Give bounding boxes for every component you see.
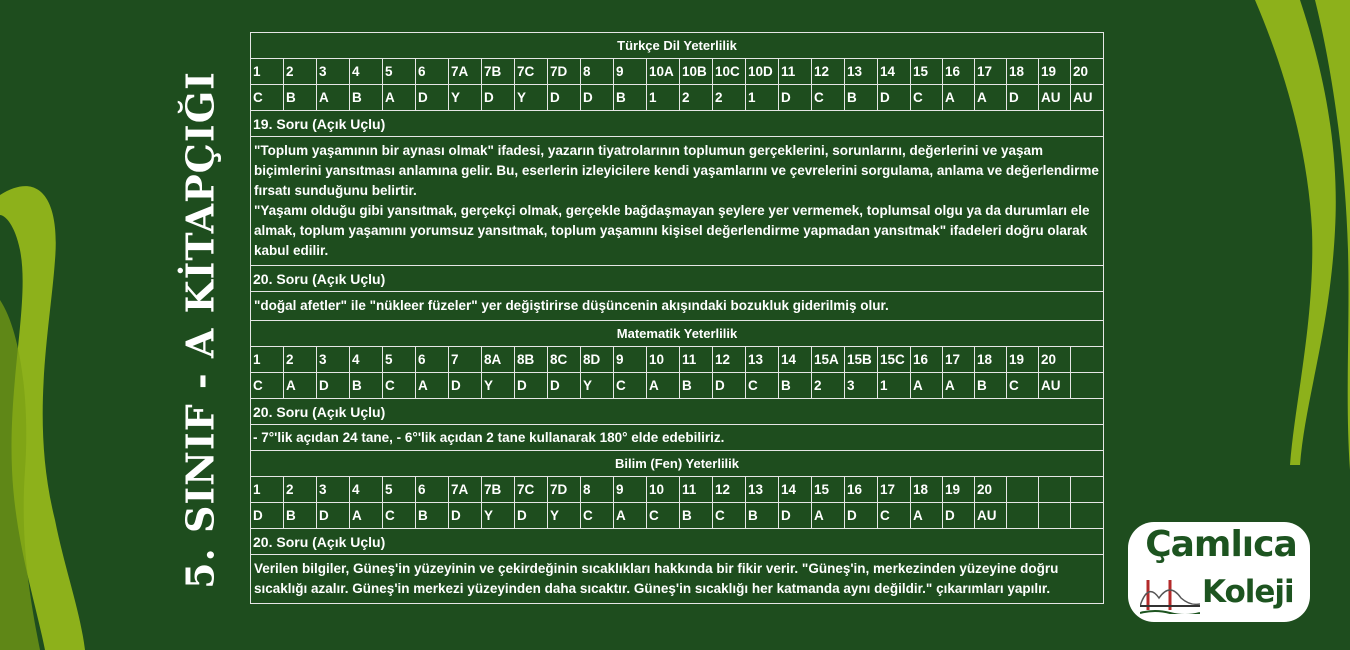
question-cell: 16 — [943, 59, 975, 85]
question-cell: 2 — [284, 477, 317, 503]
question-cell: 7B — [482, 59, 515, 85]
question-cell: 8 — [581, 477, 614, 503]
answer-cell: C — [251, 85, 284, 111]
answer-cell: A — [911, 503, 943, 529]
question-cell: 1 — [251, 347, 284, 373]
answer-cell: Y — [482, 373, 515, 399]
question-cell: 14 — [878, 59, 911, 85]
answer-cell: B — [779, 373, 812, 399]
fen-q20-title: 20. Soru (Açık Uçlu) — [251, 529, 1104, 555]
booklet-title: 5. SINIF - A KİTAPÇIĞI — [177, 71, 223, 589]
answer-cell: A — [647, 373, 680, 399]
answer-cell: D — [449, 503, 482, 529]
answer-cell: D — [548, 373, 581, 399]
question-cell: 15 — [911, 59, 943, 85]
logo-text-line1: Çamlıca — [1145, 524, 1297, 565]
turkce-q19-paragraph-1: "Toplum yaşamının bir aynası olmak" ifadesi, yazarın tiyatrolarının toplumun gerçeklerini, sorunlarını, değerlerini ve yaşam biçimlerini yansıtması anlamına gelir. Bu, eserlerin izleyicilere kendi yaşamlarını ve çevrelerini sorgulama, anlama ve değerlendirme fırsatı sunduğunu belirtir. — [254, 143, 1099, 198]
answer-cell — [1039, 503, 1071, 529]
answer-cell: A — [943, 373, 975, 399]
answer-cell: D — [878, 85, 911, 111]
question-cell: 12 — [713, 347, 746, 373]
question-cell: 20 — [1071, 59, 1104, 85]
answer-cell: C — [614, 373, 647, 399]
answer-cell: A — [350, 503, 383, 529]
question-cell: 10 — [647, 477, 680, 503]
answer-cell: D — [449, 373, 482, 399]
fen-answer-row — [251, 503, 1104, 529]
turkce-q20-answer: "doğal afetler" ile "nükleer füzeler" yer değiştirirse düşüncenin akışındaki bozukluk giderilmiş olur. — [251, 292, 1104, 321]
question-cell: 16 — [911, 347, 943, 373]
question-cell: 7C — [515, 59, 548, 85]
answer-cell: 3 — [845, 373, 878, 399]
question-cell: 2 — [284, 347, 317, 373]
fen-section-header: Bilim (Fen) Yeterlilik — [251, 451, 1104, 477]
answer-key-table — [250, 32, 1104, 604]
answer-cell: Y — [482, 503, 515, 529]
question-cell: 15B — [845, 347, 878, 373]
answer-cell: 2 — [812, 373, 845, 399]
answer-cell: C — [1007, 373, 1039, 399]
turkce-q19-answer — [251, 137, 1104, 266]
answer-cell: 1 — [746, 85, 779, 111]
question-cell: 4 — [350, 477, 383, 503]
question-cell: 8A — [482, 347, 515, 373]
question-cell: 11 — [779, 59, 812, 85]
answer-cell: D — [581, 85, 614, 111]
answer-cell: C — [746, 373, 779, 399]
question-cell — [1007, 477, 1039, 503]
answer-cell: B — [845, 85, 878, 111]
question-cell: 7A — [449, 477, 482, 503]
question-cell — [1039, 477, 1071, 503]
question-cell: 6 — [416, 347, 449, 373]
question-cell: 9 — [614, 477, 647, 503]
question-cell: 8D — [581, 347, 614, 373]
answer-cell: A — [416, 373, 449, 399]
question-cell: 5 — [383, 477, 416, 503]
question-cell: 6 — [416, 59, 449, 85]
question-cell: 3 — [317, 477, 350, 503]
question-cell: 12 — [812, 59, 845, 85]
question-cell: 11 — [680, 477, 713, 503]
question-cell: 17 — [975, 59, 1007, 85]
answer-cell: C — [383, 503, 416, 529]
question-cell: 10 — [647, 347, 680, 373]
question-cell: 19 — [1007, 347, 1039, 373]
question-cell: 12 — [713, 477, 746, 503]
question-cell: 8B — [515, 347, 548, 373]
answer-cell: A — [812, 503, 845, 529]
fen-q20-answer: Verilen bilgiler, Güneş'in yüzeyinin ve çekirdeğinin sıcaklıkları hakkında bir fikir verir. "Güneş'in, merkezinden yüzeyine doğru sıcaklığı azalır. Güneş'in merkezi yüzeyinden daha sıcaktır. Güneş'in sıcaklığı her katmanda aynı değildir." çıkarımları yapılır. — [251, 555, 1104, 604]
question-cell: 1 — [251, 59, 284, 85]
question-cell: 18 — [1007, 59, 1039, 85]
answer-cell: C — [878, 503, 911, 529]
turkce-question-row — [251, 59, 1104, 85]
answer-cell — [1071, 503, 1104, 529]
answer-cell: C — [251, 373, 284, 399]
answer-cell: C — [812, 85, 845, 111]
question-cell: 4 — [350, 59, 383, 85]
answer-cell: A — [614, 503, 647, 529]
turkce-q19-title: 19. Soru (Açık Uçlu) — [251, 111, 1104, 137]
question-cell: 11 — [680, 347, 713, 373]
question-cell: 7 — [449, 347, 482, 373]
answer-cell: AU — [1039, 85, 1071, 111]
question-cell: 7C — [515, 477, 548, 503]
question-cell: 7B — [482, 477, 515, 503]
answer-cell: D — [416, 85, 449, 111]
answer-cell: D — [845, 503, 878, 529]
matematik-question-row — [251, 347, 1104, 373]
question-cell: 15A — [812, 347, 845, 373]
answer-cell — [1071, 373, 1104, 399]
question-cell: 13 — [845, 59, 878, 85]
answer-cell: B — [975, 373, 1007, 399]
answer-cell: D — [779, 503, 812, 529]
answer-cell: B — [350, 373, 383, 399]
matematik-answer-row — [251, 373, 1104, 399]
answer-cell: B — [680, 373, 713, 399]
question-cell: 10C — [713, 59, 746, 85]
answer-cell: 2 — [713, 85, 746, 111]
answer-cell: B — [746, 503, 779, 529]
question-cell: 9 — [614, 347, 647, 373]
answer-cell: 1 — [878, 373, 911, 399]
question-cell: 3 — [317, 347, 350, 373]
answer-cell: C — [383, 373, 416, 399]
question-cell — [1071, 347, 1104, 373]
answer-cell: D — [482, 85, 515, 111]
answer-cell: AU — [1071, 85, 1104, 111]
answer-cell: Y — [581, 373, 614, 399]
question-cell: 19 — [943, 477, 975, 503]
question-cell: 2 — [284, 59, 317, 85]
answer-cell: C — [581, 503, 614, 529]
question-cell: 16 — [845, 477, 878, 503]
question-cell: 3 — [317, 59, 350, 85]
answer-cell: A — [284, 373, 317, 399]
question-cell: 15 — [812, 477, 845, 503]
question-cell: 10B — [680, 59, 713, 85]
answer-cell: C — [647, 503, 680, 529]
right-swoosh — [1255, 0, 1336, 465]
question-cell: 5 — [383, 59, 416, 85]
question-cell — [1071, 477, 1104, 503]
answer-cell: B — [416, 503, 449, 529]
logo-text-line2: Koleji — [1202, 574, 1294, 610]
turkce-q20-title: 20. Soru (Açık Uçlu) — [251, 266, 1104, 292]
answer-cell: C — [911, 85, 943, 111]
answer-cell: D — [317, 503, 350, 529]
question-cell: 5 — [383, 347, 416, 373]
answer-cell: 1 — [647, 85, 680, 111]
question-cell: 17 — [878, 477, 911, 503]
turkce-answer-row — [251, 85, 1104, 111]
question-cell: 4 — [350, 347, 383, 373]
turkce-section-header: Türkçe Dil Yeterlilik — [251, 33, 1104, 59]
question-cell: 18 — [911, 477, 943, 503]
question-cell: 7D — [548, 59, 581, 85]
question-cell: 17 — [943, 347, 975, 373]
answer-cell: B — [284, 503, 317, 529]
matematik-q20-title: 20. Soru (Açık Uçlu) — [251, 399, 1104, 425]
school-logo — [1128, 522, 1310, 622]
answer-cell: D — [251, 503, 284, 529]
matematik-section-header: Matematik Yeterlilik — [251, 321, 1104, 347]
answer-cell: A — [911, 373, 943, 399]
answer-cell: B — [284, 85, 317, 111]
answer-cell: D — [548, 85, 581, 111]
question-cell: 1 — [251, 477, 284, 503]
bridge-icon — [1140, 576, 1200, 614]
question-cell: 10A — [647, 59, 680, 85]
question-cell: 6 — [416, 477, 449, 503]
answer-cell: AU — [1039, 373, 1071, 399]
matematik-q20-answer: - 7°'lik açıdan 24 tane, - 6°'lik açıdan 2 tane kullanarak 180° elde edebiliriz. — [251, 425, 1104, 451]
answer-cell: AU — [975, 503, 1007, 529]
question-cell: 10D — [746, 59, 779, 85]
fen-question-row — [251, 477, 1104, 503]
answer-cell: D — [943, 503, 975, 529]
question-cell: 9 — [614, 59, 647, 85]
answer-cell: D — [515, 503, 548, 529]
answer-cell: Y — [449, 85, 482, 111]
question-cell: 7D — [548, 477, 581, 503]
question-cell: 19 — [1039, 59, 1071, 85]
answer-cell: B — [614, 85, 647, 111]
question-cell: 13 — [746, 347, 779, 373]
answer-cell: D — [317, 373, 350, 399]
question-cell: 20 — [975, 477, 1007, 503]
question-cell: 20 — [1039, 347, 1071, 373]
answer-cell: Y — [515, 85, 548, 111]
question-cell: 14 — [779, 477, 812, 503]
answer-cell: D — [713, 373, 746, 399]
answer-cell: 2 — [680, 85, 713, 111]
answer-cell: A — [975, 85, 1007, 111]
question-cell: 18 — [975, 347, 1007, 373]
question-cell: 7A — [449, 59, 482, 85]
answer-cell: A — [943, 85, 975, 111]
answer-cell: Y — [548, 503, 581, 529]
answer-cell: B — [350, 85, 383, 111]
question-cell: 15C — [878, 347, 911, 373]
answer-cell: A — [383, 85, 416, 111]
answer-cell: D — [1007, 85, 1039, 111]
answer-cell: D — [779, 85, 812, 111]
answer-cell: B — [680, 503, 713, 529]
question-cell: 8C — [548, 347, 581, 373]
question-cell: 14 — [779, 347, 812, 373]
answer-cell: A — [317, 85, 350, 111]
question-cell: 8 — [581, 59, 614, 85]
turkce-q19-paragraph-2: "Yaşamı olduğu gibi yansıtmak, gerçekçi olmak, gerçekle bağdaşmayan şeylere yer vermemek, toplumsal olgu ya da durumları ele almak, toplum yaşamını yorumsuz yansıtmak, toplum yaşamını kişisel değerlendirme yapmadan yansıtmak" ifadeleri doğru olarak kabul edilir. — [254, 203, 1090, 258]
answer-cell: D — [515, 373, 548, 399]
answer-cell: C — [713, 503, 746, 529]
answer-cell — [1007, 503, 1039, 529]
question-cell: 13 — [746, 477, 779, 503]
